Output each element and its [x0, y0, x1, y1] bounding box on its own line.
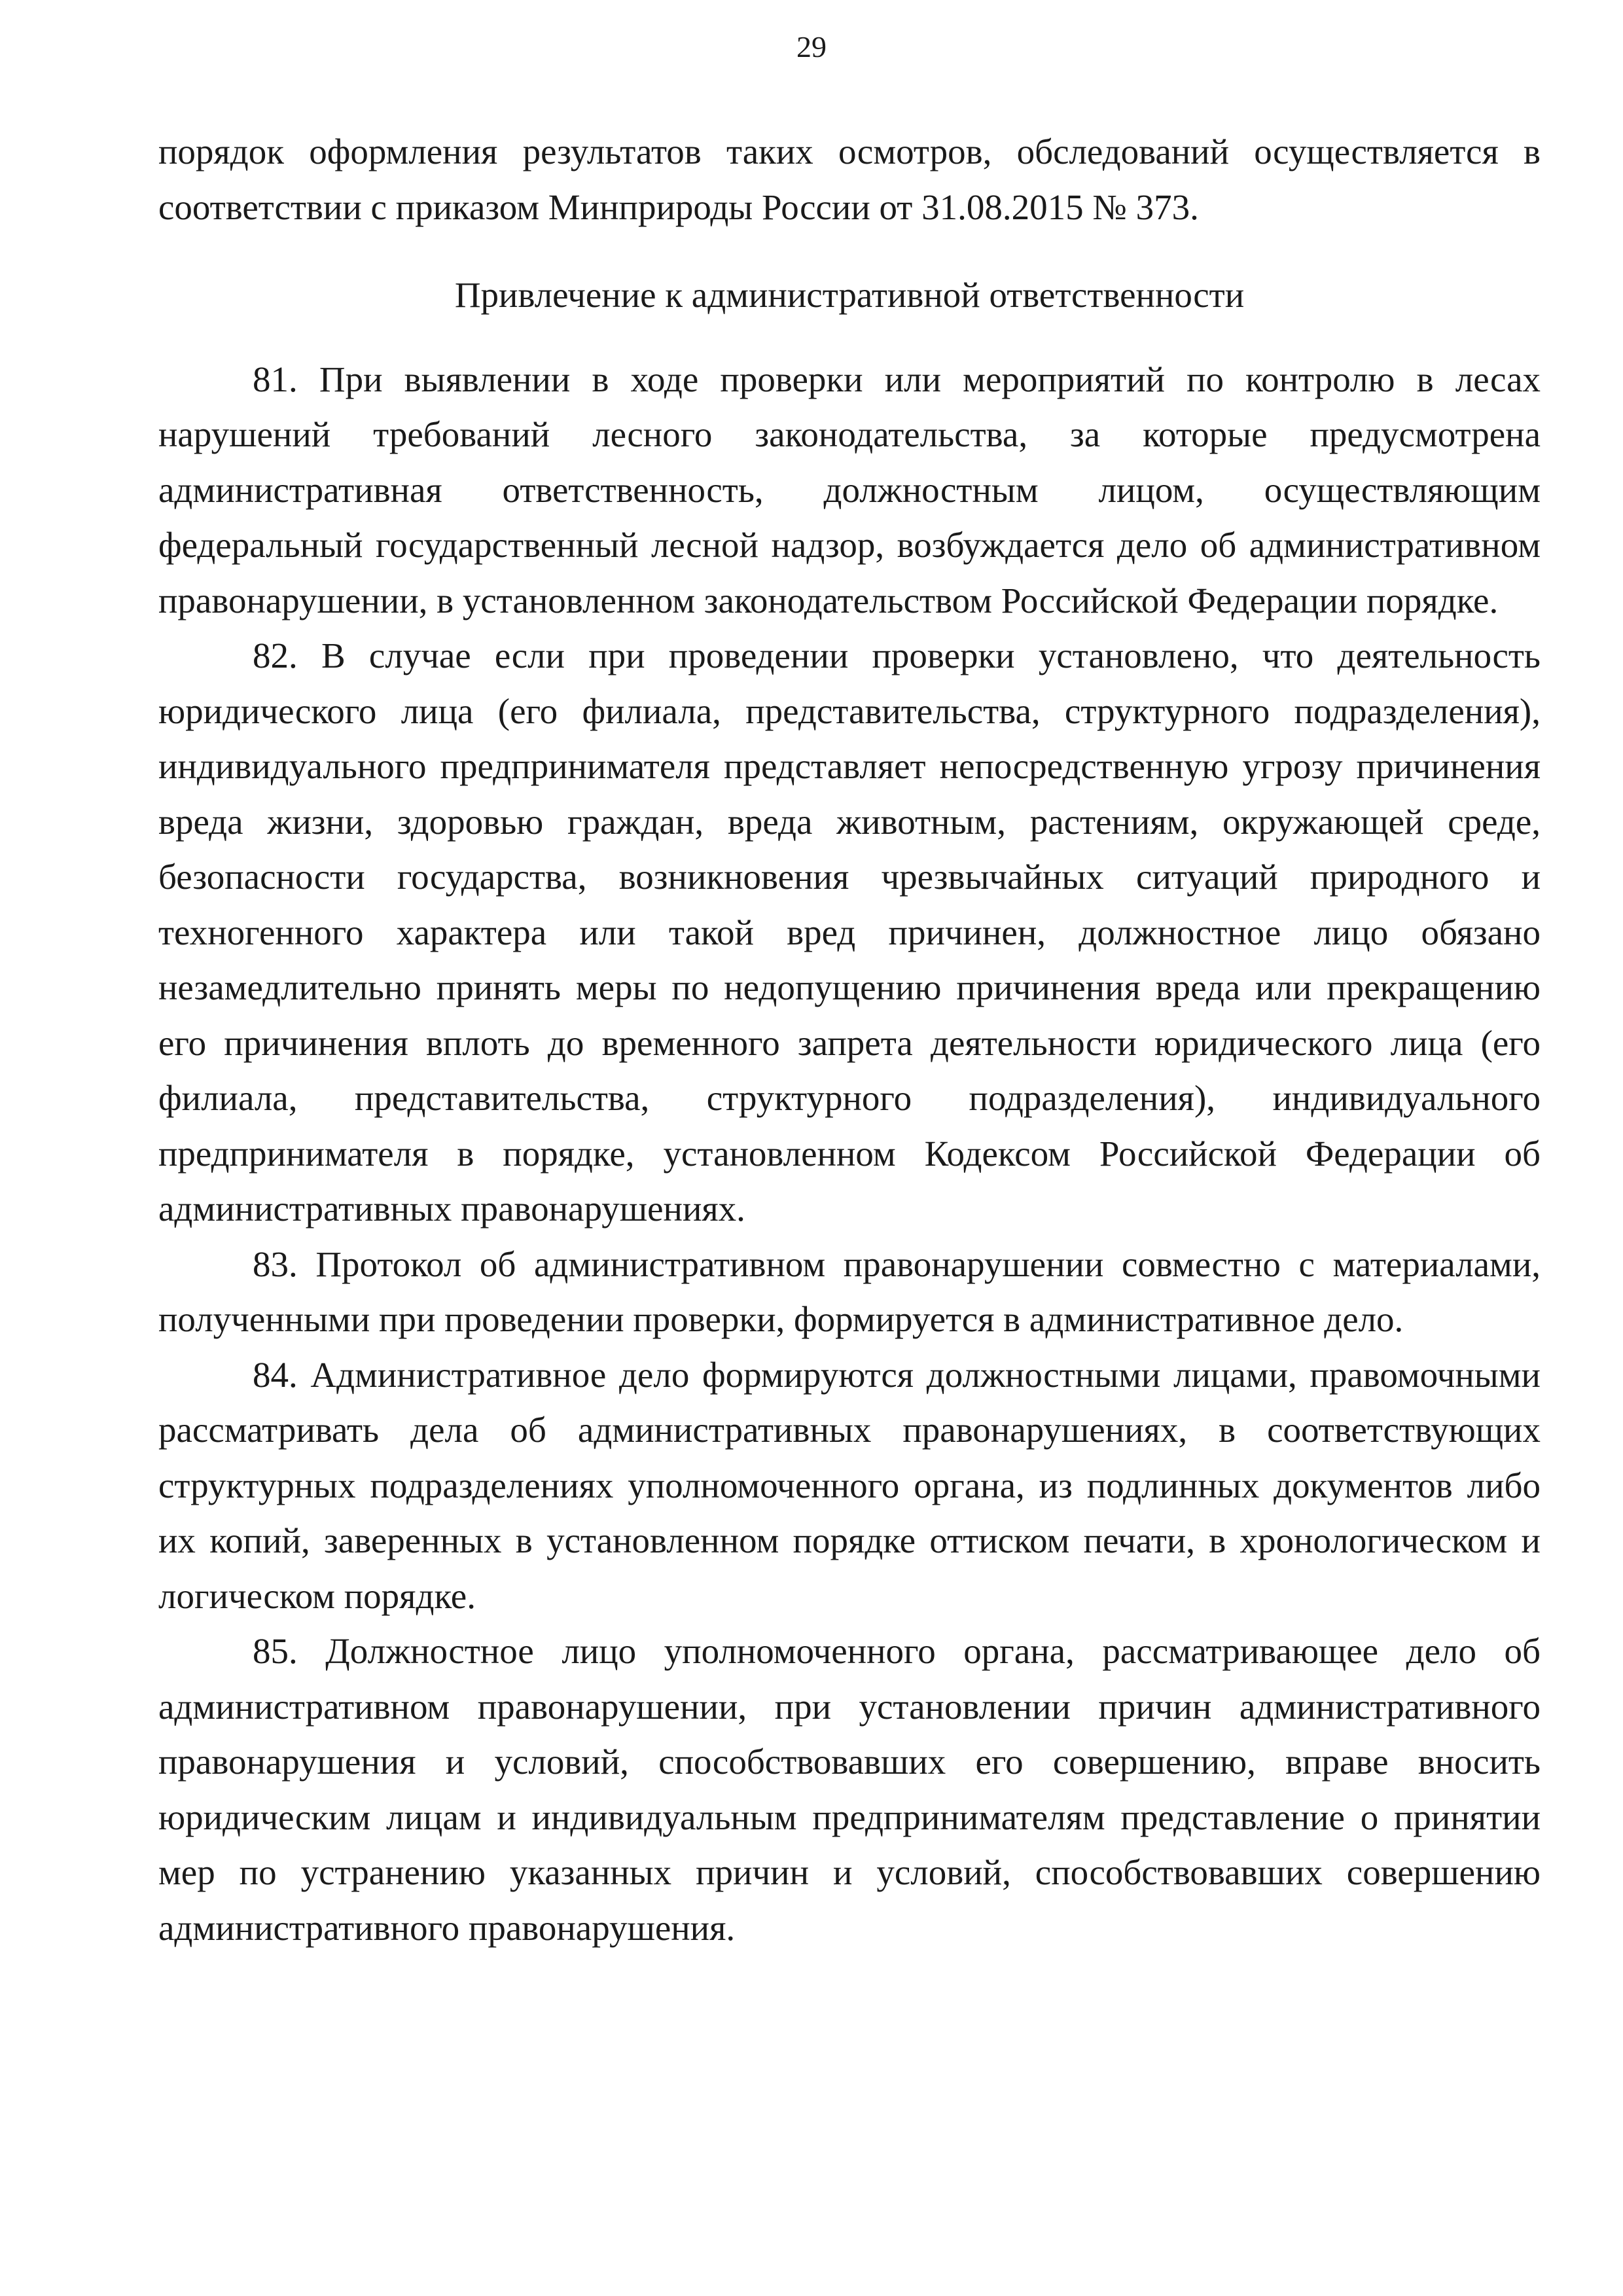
paragraph-82: 82. В случае если при проведении проверки установлено, что деятельность юридического лица (его филиала, представительства, структурного подразделения), индивидуального предпринимателя представляет непосредственную угрозу причинения вреда жизни, здоровью граждан, вреда животным, растениям, окружающей среде, безопасности государства, возникновения чрезвычайных ситуаций природного и техногенного характера или такой вред причинен, должностное лицо обязано незамедлительно принять меры по недопущению причинения вреда или прекращению его причинения вплоть до временного запрета деятельности юридического лица (его филиала, представительства, структурного подразделения), индивидуального предпринимателя в порядке, установленном Кодексом Российской Федерации об административных правонарушениях.	[158, 636, 1541, 1229]
intro-paragraph: порядок оформления результатов таких осмотров, обследований осуществляется в соответствии с приказом Минприроды России от 31.08.2015 № 373.	[158, 132, 1541, 227]
paragraph-83: 83. Протокол об административном правонарушении совместно с материалами, полученными при проведении проверки, формируется в административное дело.	[158, 1244, 1541, 1339]
paragraph-85: 85. Должностное лицо уполномоченного органа, рассматривающее дело об административном правонарушении, при установлении причин административного правонарушения и условий, способствовавших его совершению, вправе вносить юридическим лицам и индивидуальным предпринимателям представление о принятии мер по устранению указанных причин и условий, способствовавших совершению административного правонарушения.	[158, 1631, 1541, 1948]
paragraph-81: 81. При выявлении в ходе проверки или мероприятий по контролю в лесах нарушений требований лесного законодательства, за которые предусмотрена административная ответственность, должностным лицом, осуществляющим федеральный государственный лесной надзор, возбуждается дело об административном правонарушении, в установленном законодательством Российской Федерации порядке.	[158, 359, 1541, 620]
document-body	[158, 124, 1541, 1956]
page-number: 29	[796, 30, 827, 63]
paragraph-84: 84. Административное дело формируются должностными лицами, правомочными рассматривать дела об административных правонарушениях, в соответствующих структурных подразделениях уполномоченного органа, из подлинных документов либо их копий, заверенных в установленном порядке оттиском печати, в хронологическом и логическом порядке.	[158, 1354, 1541, 1616]
section-heading: Привлечение к административной ответственности	[454, 275, 1245, 315]
